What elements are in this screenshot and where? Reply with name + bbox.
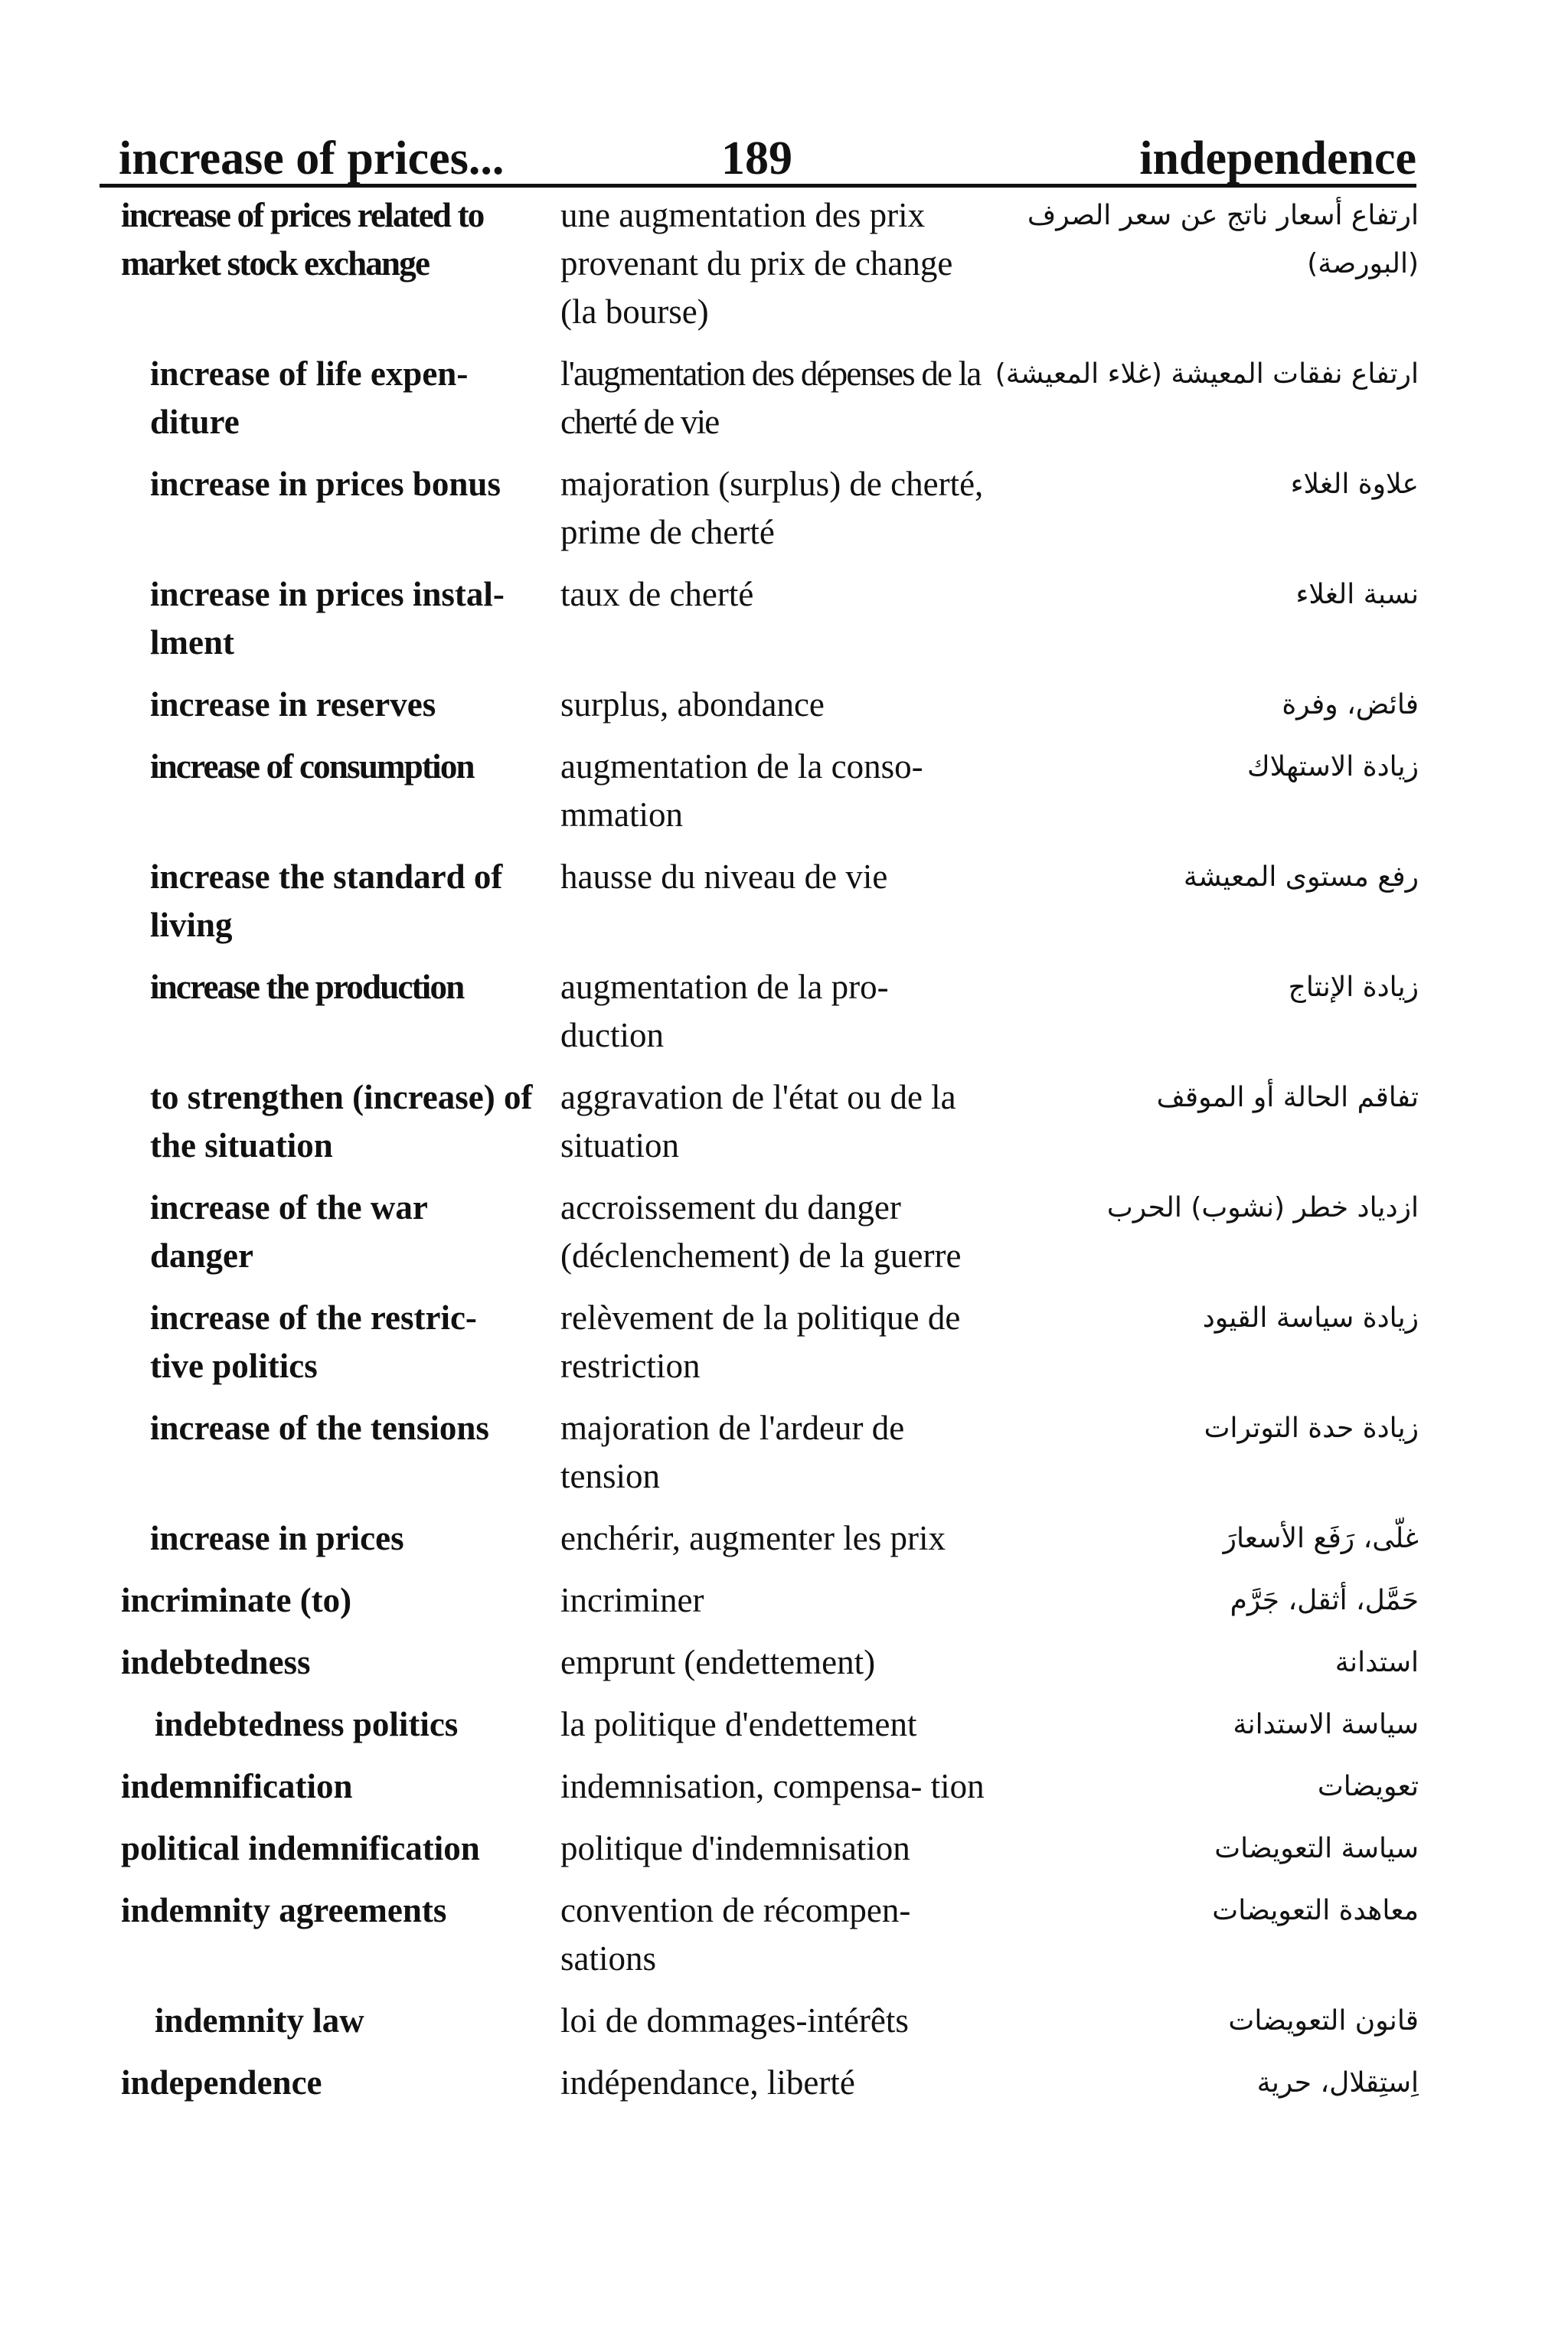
entry-english: indemnification [121, 1767, 353, 1805]
dictionary-entry [0, 853, 1568, 949]
entry-french: augmentation de la pro- duction [560, 968, 889, 1054]
dictionary-entry [0, 1700, 1568, 1749]
entry-french: indépendance, liberté [560, 2063, 855, 2102]
entry-arabic: زيادة الإنتاج [1288, 972, 1419, 1003]
entry-arabic: حَمَّل، أثقل، جَرَّم [1230, 1585, 1419, 1616]
entry-arabic: استدانة [1334, 1647, 1419, 1678]
dictionary-entry [0, 460, 1568, 557]
entry-french: hausse du niveau de vie [560, 858, 888, 896]
dictionary-entry [0, 570, 1568, 667]
entry-french: indemnisation, compensa- tion [560, 1767, 985, 1805]
entry-french: l'augmentation des dépenses de la cherté de vie [560, 354, 981, 441]
entry-french: taux de cherté [560, 575, 754, 613]
entry-french: majoration de l'ardeur de tension [560, 1409, 905, 1495]
entry-arabic: علاوة الغلاء [1290, 469, 1419, 500]
entry-english: increase of the restric- tive politics [150, 1298, 477, 1385]
entry-arabic: تعويضات [1317, 1771, 1419, 1802]
entry-arabic: قانون التعويضات [1228, 2005, 1419, 2037]
dictionary-entry [0, 1184, 1568, 1280]
dictionary-entry [0, 1638, 1568, 1687]
entry-french: surplus, abondance [560, 685, 825, 724]
entry-arabic: نسبة الغلاء [1295, 579, 1419, 610]
entry-english: indemnity agreements [121, 1891, 447, 1929]
entry-french: aggravation de l'état ou de la situation [560, 1078, 956, 1165]
dictionary-entry [0, 1514, 1568, 1563]
dictionary-entry [0, 1762, 1568, 1811]
entry-arabic: تفاقم الحالة أو الموقف [1156, 1082, 1419, 1113]
entry-english: incriminate (to) [121, 1581, 352, 1619]
dictionary-entry [0, 681, 1568, 729]
entry-english: indebtedness politics [155, 1705, 459, 1743]
entry-english: to strengthen (increase) of the situation [150, 1078, 533, 1165]
entry-arabic: معاهدة التعويضات [1212, 1895, 1419, 1926]
dictionary-entry [0, 1404, 1568, 1501]
dictionary-entry [0, 1997, 1568, 2045]
entry-english: increase of the war danger [150, 1188, 427, 1275]
dictionary-entry [0, 1886, 1568, 1983]
entry-english: political indemnification [121, 1829, 480, 1867]
entry-arabic: غلّى، رَفَع الأسعارَ [1223, 1523, 1419, 1554]
page-number: 189 [721, 132, 792, 185]
entry-arabic: رفع مستوى المعيشة [1183, 861, 1419, 893]
entry-arabic: ارتفاع أسعار ناتج عن سعر الصرف (البورصة) [1027, 200, 1419, 279]
entry-english: increase in prices instal- lment [150, 575, 505, 662]
page-header [100, 115, 1416, 188]
entry-english: increase of consumption [150, 747, 474, 786]
dictionary-entry [0, 350, 1568, 446]
dictionary-entry [0, 191, 1568, 336]
header-first-entry: increase of prices... [119, 132, 505, 185]
entry-french: accroissement du danger (déclenchement) de la guerre [560, 1188, 962, 1275]
entry-arabic: زيادة الاستهلاك [1246, 751, 1419, 782]
entry-english: indebtedness [121, 1643, 311, 1681]
entry-arabic: زيادة حدة التوترات [1204, 1413, 1419, 1444]
entry-arabic: زيادة سياسة القيود [1202, 1302, 1419, 1334]
entry-french: loi de dommages-intérêts [560, 2001, 909, 2040]
entry-french: politique d'indemnisation [560, 1829, 910, 1867]
entry-english: increase in prices [150, 1519, 404, 1557]
entry-english: independence [121, 2063, 322, 2102]
entry-english: increase of prices related to market stock exchange [121, 196, 484, 283]
dictionary-entry [0, 1294, 1568, 1390]
entry-french: la politique d'endettement [560, 1705, 917, 1743]
dictionary-entry [0, 2059, 1568, 2107]
entry-french: augmentation de la conso- mmation [560, 747, 923, 834]
entry-arabic: سياسة التعويضات [1214, 1833, 1419, 1864]
entry-french: incriminer [560, 1581, 704, 1619]
entry-english: increase the production [150, 968, 464, 1006]
dictionary-entry [0, 1576, 1568, 1625]
entry-french: une augmentation des prix provenant du prix de change (la bourse) [560, 196, 953, 331]
entry-english: increase of the tensions [150, 1409, 489, 1447]
entry-french: enchérir, augmenter les prix [560, 1519, 946, 1557]
dictionary-entry [0, 1073, 1568, 1170]
entry-list [0, 191, 1568, 2121]
entry-english: increase in reserves [150, 685, 436, 724]
entry-french: relèvement de la politique de restriction [560, 1298, 961, 1385]
entry-arabic: ارتفاع نفقات المعيشة (غلاء المعيشة) [995, 358, 1419, 390]
entry-french: emprunt (endettement) [560, 1643, 876, 1681]
entry-arabic: سياسة الاستدانة [1233, 1709, 1419, 1740]
entry-french: convention de récompen- sations [560, 1891, 911, 1978]
entry-french: majoration (surplus) de cherté, prime de cherté [560, 465, 984, 551]
header-last-entry: independence [1139, 132, 1416, 185]
dictionary-entry [0, 743, 1568, 839]
entry-english: indemnity law [155, 2001, 364, 2040]
entry-english: increase in prices bonus [150, 465, 501, 503]
entry-english: increase of life expen- diture [150, 354, 469, 441]
dictionary-entry [0, 1824, 1568, 1873]
entry-arabic: ازدياد خطر (نشوب) الحرب [1106, 1192, 1419, 1223]
entry-arabic: فائض، وفرة [1282, 689, 1419, 720]
entry-arabic: اِستِقلال، حرية [1256, 2067, 1419, 2099]
dictionary-entry [0, 963, 1568, 1060]
entry-english: increase the standard of living [150, 858, 503, 944]
